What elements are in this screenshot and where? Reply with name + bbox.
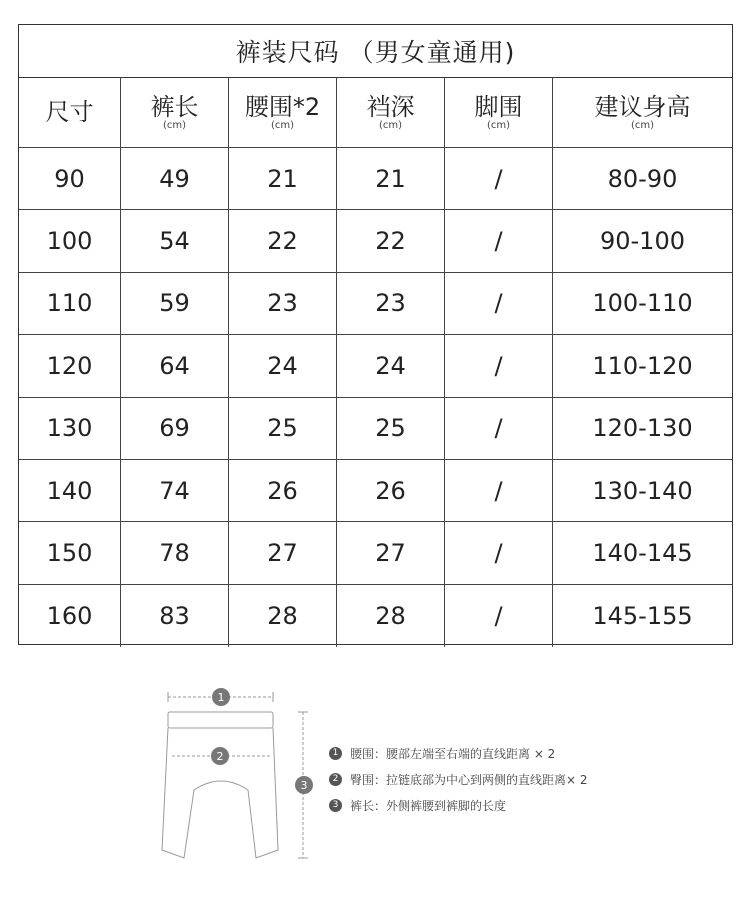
- header-cell-size: [19, 77, 121, 147]
- cell-length: 78: [121, 522, 229, 583]
- legend-item-waist: [329, 740, 588, 766]
- cell-rise: 22: [337, 210, 445, 271]
- header-unit: (cm): [486, 119, 511, 131]
- cell-waist: 22: [229, 210, 337, 271]
- table-title: 裤装尺码 （男女童通用): [19, 25, 732, 78]
- cell-size: 160: [19, 585, 121, 647]
- header-row: [19, 77, 732, 148]
- cell-rise: 26: [337, 460, 445, 521]
- cell-hem: /: [445, 335, 553, 396]
- cell-waist: 26: [229, 460, 337, 521]
- cell-waist: 23: [229, 273, 337, 334]
- header-cell-height: [553, 77, 732, 147]
- cell-height: 90-100: [599, 227, 685, 256]
- header-cell-length: [121, 77, 229, 147]
- marker-2-label: 2: [216, 750, 224, 763]
- table-row: [19, 273, 732, 335]
- cell-waist: 24: [229, 335, 337, 396]
- header-unit: (cm): [270, 119, 295, 131]
- cell-waist: 27: [229, 522, 337, 583]
- table-row: [19, 460, 732, 522]
- cell-rise: 21: [337, 148, 445, 209]
- cell-size: 90: [19, 148, 121, 209]
- cell-length: 69: [121, 398, 229, 459]
- cell-size: 140: [19, 460, 121, 521]
- cell-length: 74: [121, 460, 229, 521]
- cell-length: 64: [121, 335, 229, 396]
- cell-hem: /: [445, 460, 553, 521]
- cell-height: 100-110: [592, 289, 693, 318]
- cell-hem: /: [445, 148, 553, 209]
- cell-length: 49: [121, 148, 229, 209]
- header-cell-hem: [445, 77, 553, 147]
- cell-height: 120-130: [592, 414, 693, 443]
- header-cell-waist: [229, 77, 337, 147]
- size-table: [18, 24, 733, 645]
- cell-size: 120: [19, 335, 121, 396]
- cell-height: 145-155: [592, 601, 693, 630]
- cell-rise: 27: [337, 522, 445, 583]
- cell-size: 130: [19, 398, 121, 459]
- cell-size: 150: [19, 522, 121, 583]
- cell-hem: /: [445, 398, 553, 459]
- legend-text-length: 裤长：外侧裤腰到裤脚的长度: [350, 798, 507, 813]
- cell-waist: 25: [229, 398, 337, 459]
- cell-hem: /: [445, 522, 553, 583]
- waistband: [168, 712, 273, 728]
- marker-1-label: 1: [217, 691, 225, 704]
- cell-length: 83: [121, 585, 229, 647]
- header-label: 脚围: [474, 92, 523, 121]
- header-label: 尺寸: [45, 98, 94, 126]
- cell-waist: 21: [229, 148, 337, 209]
- cell-length: 54: [121, 210, 229, 271]
- header-label: 裆深: [366, 92, 415, 121]
- header-unit: (cm): [162, 119, 187, 131]
- cell-length: 59: [121, 273, 229, 334]
- table-row: [19, 148, 732, 210]
- cell-size: 110: [19, 273, 121, 334]
- legend-item-length: [329, 792, 588, 818]
- legend-item-hip: [329, 766, 588, 792]
- header-unit: (cm): [378, 119, 403, 131]
- header-label: 腰围*2: [244, 92, 321, 121]
- legend-text-hip: 臀围：拉链底部为中心到两侧的直线距离× 2: [350, 772, 588, 787]
- header-label: 裤长: [150, 92, 199, 121]
- legend-marker-1: 1: [329, 747, 342, 760]
- legend-text-waist: 腰围：腰部左端至右端的直线距离 × 2: [350, 746, 556, 761]
- cell-height: 140-145: [592, 539, 693, 568]
- cell-hem: /: [445, 273, 553, 334]
- cell-rise: 24: [337, 335, 445, 396]
- table-row: [19, 335, 732, 397]
- legend-marker-2: 2: [329, 773, 342, 786]
- table-row: [19, 398, 732, 460]
- marker-3-label: 3: [300, 779, 308, 792]
- measurement-legend: [329, 740, 588, 818]
- cell-rise: 23: [337, 273, 445, 334]
- cell-waist: 28: [229, 585, 337, 647]
- cell-hem: /: [445, 210, 553, 271]
- table-row: [19, 522, 732, 584]
- cell-size: 100: [19, 210, 121, 271]
- cell-height: 110-120: [592, 351, 693, 380]
- table-row: [19, 210, 732, 272]
- legend-marker-3: 3: [329, 799, 342, 812]
- table-row: [19, 585, 732, 647]
- cell-height: 130-140: [592, 476, 693, 505]
- header-unit: (cm): [630, 119, 655, 131]
- header-cell-rise: [337, 77, 445, 147]
- cell-hem: /: [445, 585, 553, 647]
- header-label: 建议身高: [594, 92, 691, 121]
- cell-height: 80-90: [607, 164, 678, 193]
- cell-rise: 25: [337, 398, 445, 459]
- cell-rise: 28: [337, 585, 445, 647]
